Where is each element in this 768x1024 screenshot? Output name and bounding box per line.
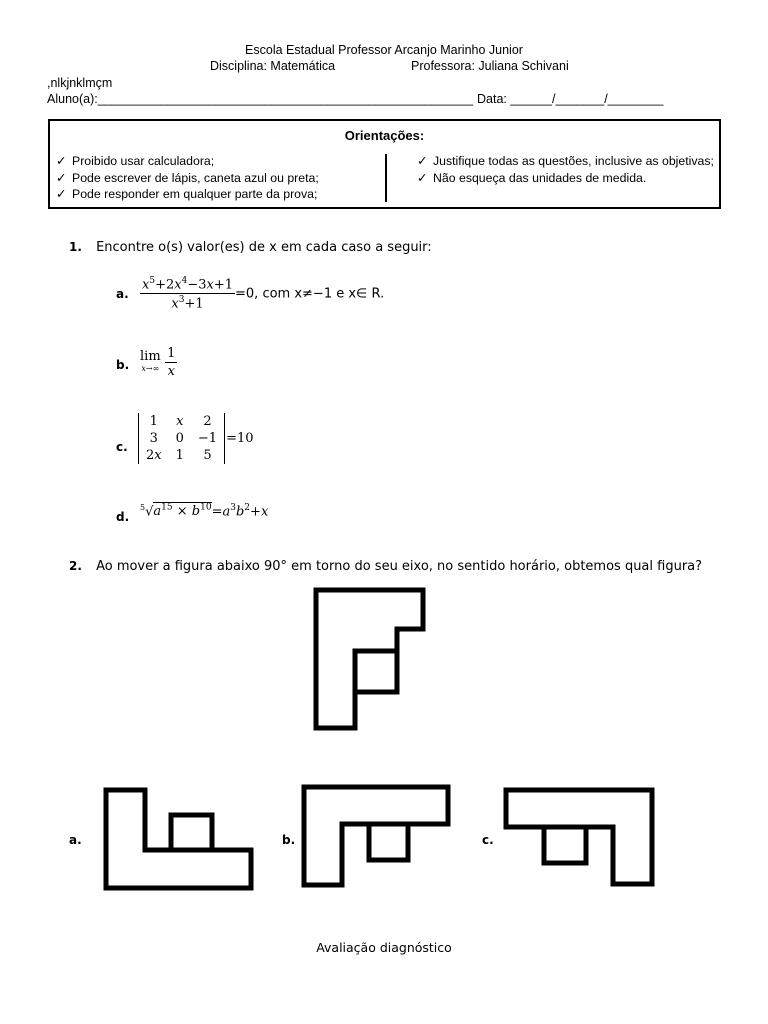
stray-text: ,nlkjnklmçm: [47, 76, 113, 90]
q1a-expression: $\frac{x^5+2x^4-3x+1}{x^3+1}$ =0, com x≠−1 e x∈ R.: [142, 276, 385, 312]
q1d-expression: $^5√a^{15} \times b^{10}=a^3b^2+x$: [140, 503, 269, 520]
question-1: 1. Encontre o(s) valor(es) de x em cada caso a seguir:: [69, 240, 432, 255]
school-name: Escola Estadual Professor Arcanjo Marinho Junior: [245, 43, 523, 57]
list-item: ✓ Justifique todas as questões, inclusive as objetivas;: [417, 154, 714, 168]
date-field: Data: ______/_______/________: [477, 92, 664, 106]
q1c-label: c.: [116, 440, 128, 454]
main-figure: [316, 590, 423, 728]
option-a-figure: [106, 790, 251, 888]
list-item: ✓ Pode responder em qualquer parte da prova;: [56, 187, 318, 201]
discipline-label: Disciplina: Matemática: [210, 59, 336, 73]
list-item: ✓ Proibido usar calculadora;: [56, 154, 215, 168]
option-b-inner-square: [369, 824, 408, 860]
option-b-label: b.: [282, 833, 296, 847]
list-item: ✓ Não esqueça das unidades de medida.: [417, 170, 647, 185]
q1b-label: b.: [116, 358, 130, 372]
check-icon: ✓: [56, 187, 67, 201]
option-c-inner-square: [544, 827, 586, 863]
q1d-label: d.: [116, 510, 130, 524]
q1b-expression: lim x→∞ $\frac{1}{x}$: [140, 346, 176, 379]
option-c-label: c.: [482, 833, 494, 847]
check-icon: ✓: [417, 170, 428, 185]
check-icon: ✓: [56, 170, 67, 185]
q1c-determinant: 1 x 2 3 0 −1 2x 1 5 =10: [138, 413, 254, 464]
list-item: ✓ Pode escrever de lápis, caneta azul ou preta;: [56, 170, 319, 185]
orientations-title: Orientações:: [344, 128, 425, 143]
student-name-field: Aluno(a):______________________________________________________: [47, 92, 474, 106]
q1a-condition: =0, com x≠−1 e x∈ R.: [235, 286, 385, 302]
option-a-label: a.: [69, 833, 82, 847]
check-icon: ✓: [417, 154, 428, 168]
page-footer: Avaliação diagnóstico: [316, 940, 452, 955]
question-2: 2. Ao mover a figura abaixo 90° em torno do seu eixo, no sentido horário, obtemos qual figura?: [69, 559, 703, 574]
option-a-inner-square: [171, 815, 212, 850]
main-figure-inner-square: [355, 651, 397, 692]
q1c-rhs: =10: [226, 431, 254, 446]
check-icon: ✓: [56, 154, 67, 168]
q1a-label: a.: [116, 287, 129, 301]
option-c-figure: [506, 790, 652, 884]
option-b-figure: [304, 787, 448, 885]
teacher-label: Professora: Juliana Schivani: [411, 59, 569, 73]
